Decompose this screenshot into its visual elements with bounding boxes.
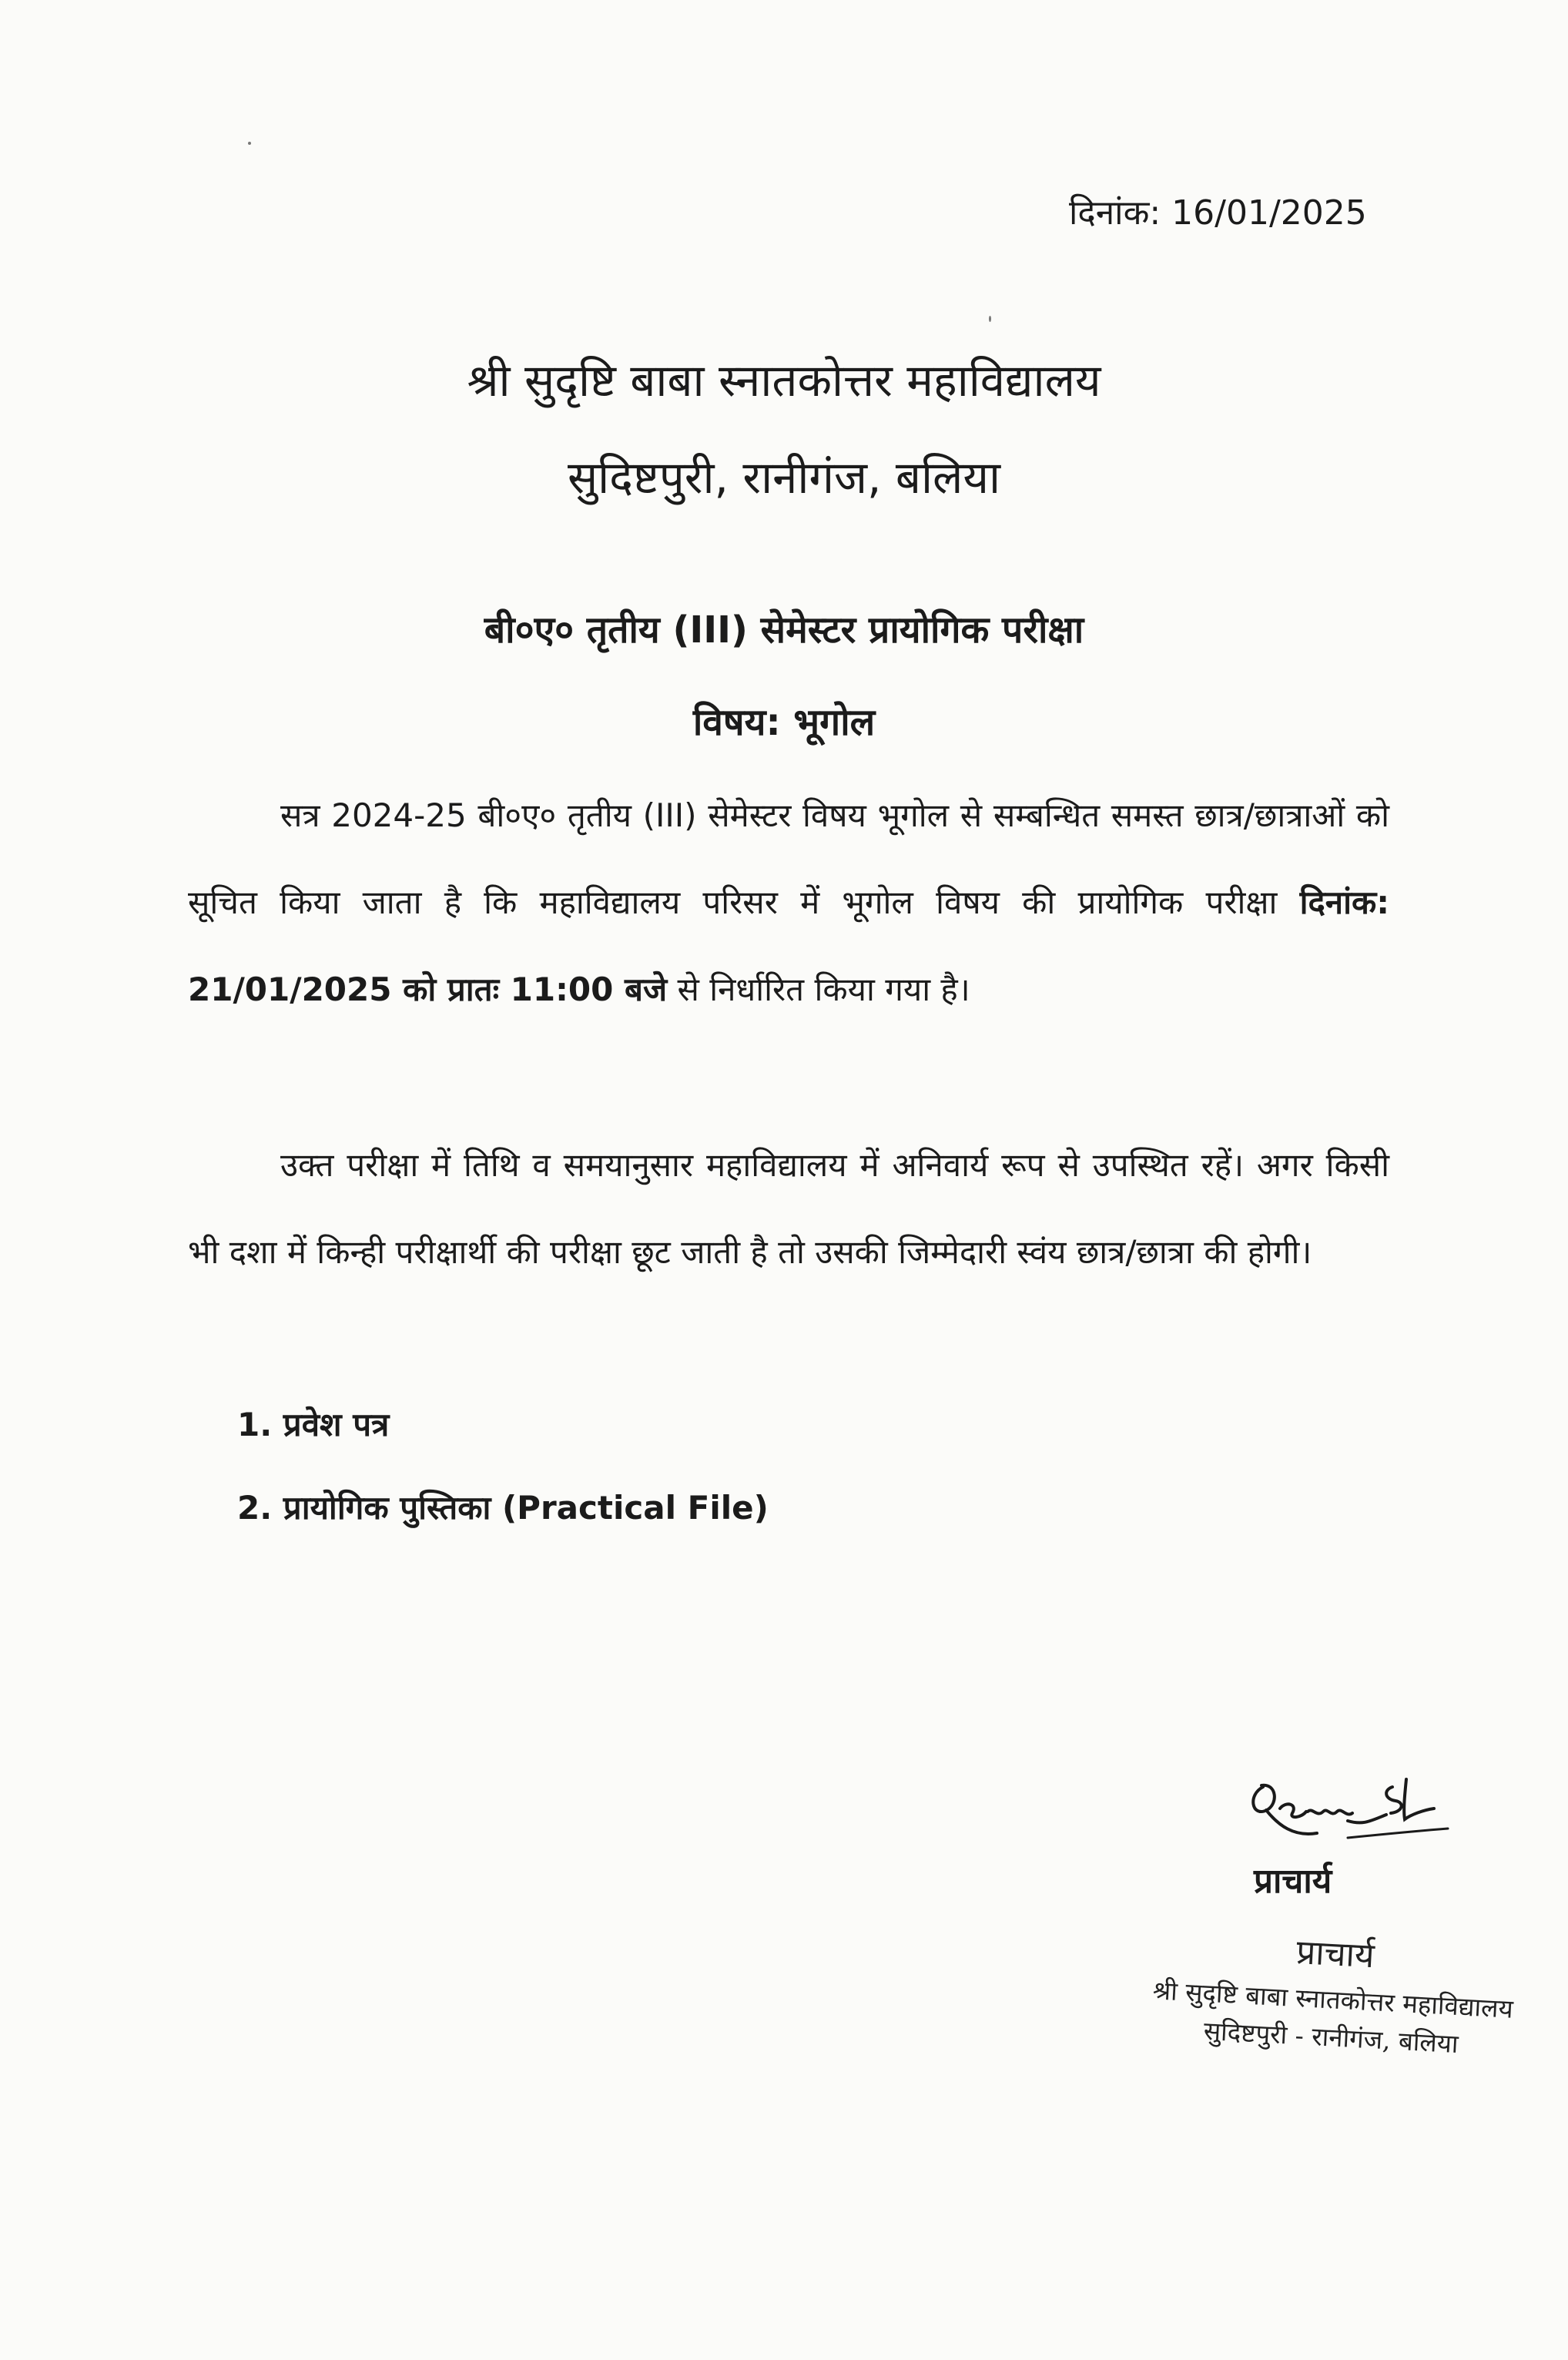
- exam-subject: विषय: भूगोल: [692, 701, 876, 744]
- notice-paragraph-1: [188, 772, 1389, 1033]
- college-place: सुदिष्टपुरी, रानीगंज, बलिया: [567, 451, 1001, 504]
- stamp-title: प्राचार्य: [1295, 1932, 1375, 1976]
- notice-paragraph-2: उक्त परीक्षा में तिथि व समयानुसार महाविद्यालय में अनिवार्य रूप से उपस्थित रहें। अगर किसी भी दशा में किन्ही परीक्षार्थी की परीक्षा छूट जाती है तो उसकी जिम्मेदारी स्वंय छात्र/छात्रा की होगी।: [188, 1146, 1389, 1271]
- principal-signature: [1232, 1764, 1456, 1856]
- speck: [248, 142, 251, 145]
- principal-stamp: [1115, 1918, 1553, 2065]
- speck: [989, 316, 991, 322]
- exam-datetime: दिनांक: 21/01/2025 को प्रातः 11:00 बजे: [188, 883, 1389, 1008]
- stamp-college-name: श्री सुदृष्टि बाबा स्नातकोत्तर महाविद्यालय: [1151, 1975, 1514, 2024]
- notice-date: दिनांक: 16/01/2025: [1069, 193, 1367, 233]
- required-items-list: [237, 1402, 769, 1568]
- college-name: श्री सुदृष्टि बाबा स्नातकोत्तर महाविद्यालय: [467, 354, 1101, 407]
- principal-designation: प्राचार्य: [1254, 1862, 1332, 1901]
- list-item-practical-file: 2. प्रायोगिक पुस्तिका (Practical File): [237, 1489, 769, 1527]
- stamp-college-place: सुदिष्टपुरी - रानीगंज, बलिया: [1202, 2015, 1459, 2060]
- exam-title: बी०ए० तृतीय (III) सेमेस्टर प्रायोगिक परीक्षा: [484, 608, 1084, 652]
- para1-text-start: सत्र 2024-25 बी०ए० तृतीय (III) सेमेस्टर विषय भूगोल से सम्बन्धित समस्त छात्र/छात्राओं को सूचित किया जाता है कि महाविद्यालय परिसर में भूगोल विषय की प्रायोगिक परीक्षा: [188, 796, 1389, 921]
- para1-text-end: से निर्धारित किया गया है।: [667, 970, 970, 1008]
- list-item-admit-card: 1. प्रवेश पत्र: [237, 1406, 390, 1443]
